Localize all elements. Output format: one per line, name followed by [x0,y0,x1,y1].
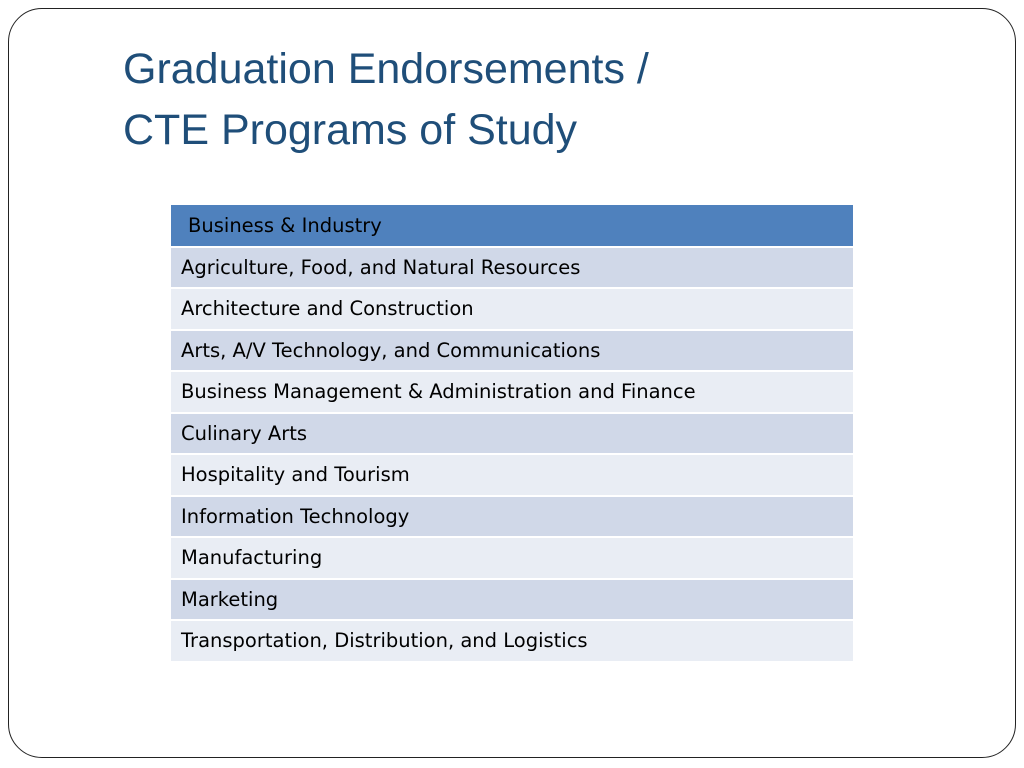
table-cell: Agriculture, Food, and Natural Resources [171,247,853,289]
table-row [171,579,853,621]
programs-table [171,205,853,663]
table-row [171,330,853,372]
slide-title-line-1: Graduation Endorsements / [123,45,649,93]
table-cell: Manufacturing [171,537,853,579]
table-row [171,454,853,496]
table-cell: Marketing [171,579,853,621]
table-cell: Business Management & Administration and Finance [171,371,853,413]
table-header-row [171,205,853,247]
table-row [171,288,853,330]
table-cell: Arts, A/V Technology, and Communications [171,330,853,372]
table-cell: Information Technology [171,496,853,538]
slide-title-line-2: CTE Programs of Study [123,106,578,154]
table-cell: Transportation, Distribution, and Logistics [171,620,853,662]
table-row [171,371,853,413]
table-cell: Hospitality and Tourism [171,454,853,496]
table-row [171,496,853,538]
table-header-cell: Business & Industry [171,205,853,247]
table-row [171,247,853,289]
table-row [171,537,853,579]
slide-title [123,39,649,161]
table-row [171,413,853,455]
table-row [171,620,853,662]
table-cell: Architecture and Construction [171,288,853,330]
table-cell: Culinary Arts [171,413,853,455]
